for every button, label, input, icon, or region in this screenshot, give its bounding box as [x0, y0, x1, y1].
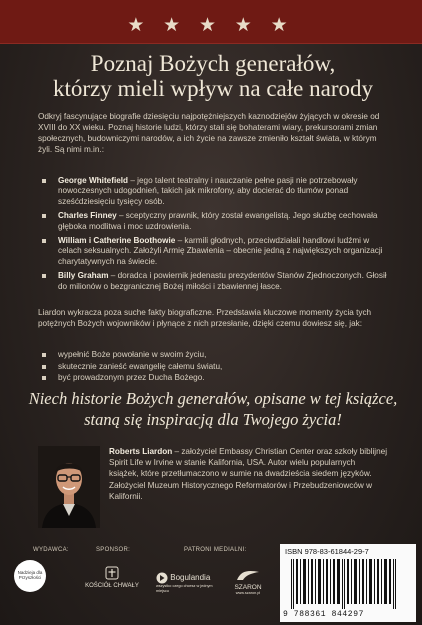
publisher-label: WYDAWCA:	[33, 547, 69, 553]
sponsor-logo	[82, 565, 142, 597]
list-item	[40, 211, 392, 232]
author-photo	[38, 446, 100, 528]
outcome-text: skutecznie zanieść ewangelię całemu światu,	[58, 361, 223, 371]
headline	[18, 51, 408, 101]
outcome-text: być prowadzonym przez Ducha Bożego.	[58, 373, 205, 383]
person-desc: – sceptyczny prawnik, który został ewangelistą. Jego służbę cechowała głęboka modlitwa i moc uzdrowienia.	[58, 211, 378, 231]
person-name: William i Catherine Boothowie	[58, 236, 176, 246]
people-list	[40, 176, 392, 296]
author-bio-text: – założyciel Embassy Christian Center oraz szkoły biblijnej Spirit Life w Irvine w stanie Kalifornia, USA. Autor wielu popularnych książek, które przetłumaczono w sumie na dwadzieścia siedem języków. Założyciel Muzeum Historycznego Reformatorów i Przebudzeniowców w Kalifornii.	[109, 447, 388, 501]
list-item	[40, 271, 392, 292]
bullet-icon	[42, 179, 46, 183]
person-name: George Whitefield	[58, 176, 129, 185]
author-portrait-icon	[38, 446, 100, 528]
quote-line: staną się inspiracją dla Twojego życia!	[84, 410, 342, 429]
barcode-icon	[285, 559, 411, 609]
bullet-icon	[42, 239, 46, 243]
rating-stars	[0, 14, 422, 37]
star-icon: ★	[198, 15, 224, 36]
person-name: Charles Finney	[58, 211, 117, 221]
bullet-icon	[42, 353, 46, 357]
patron-logo-subtext: wszystko czego chcesz w jednym miejscu	[156, 584, 213, 593]
headline-line: którzy mieli wpływ na całe narody	[53, 76, 373, 101]
patron-logo-bogulandia	[156, 572, 222, 596]
quote-line: Niech historie Bożych generałów, opisane w tej książce,	[28, 389, 398, 408]
church-crest-icon	[102, 565, 122, 581]
barcode-digits: 9 788361 844297	[283, 610, 365, 619]
list-item	[40, 372, 380, 384]
patrons-label: PATRONI MEDIALNI:	[184, 547, 247, 553]
list-item	[40, 361, 380, 373]
top-banner	[0, 0, 422, 44]
author-bio	[109, 446, 387, 502]
patron-logo-text: SZARON	[234, 584, 262, 591]
star-icon: ★	[270, 15, 295, 36]
bullet-icon	[42, 214, 46, 218]
person-desc: – karmili głodnych, przeciwdziałali handlowi ludźmi w celach seksualnych. Założyli Armię Zbawienia – obecnie jedną z największych organizacji charytatywnych na świecie.	[58, 236, 383, 266]
patron-logo-szaron	[228, 568, 268, 596]
publisher-logo-text: Nadzieja dla Przyszłości	[17, 570, 43, 580]
list-item	[40, 349, 380, 361]
star-icon: ★	[127, 15, 152, 36]
star-icon: ★	[163, 15, 188, 36]
star-icon: ★	[234, 15, 259, 36]
patron-logo-text: Bogulandia	[170, 573, 211, 583]
author-name: Roberts Liardon	[109, 447, 173, 456]
summary-paragraph: Liardon wykracza poza suche fakty biograficzne. Przedstawia kluczowe momenty życia tych potężnych Bożych wojowników i płynące z nich przesłanie, dzięki czemu dowiesz się, jak:	[38, 308, 372, 329]
isbn-text: ISBN 978-83-61844-29-7	[285, 547, 369, 556]
publisher-logo	[14, 560, 46, 592]
list-item	[40, 176, 392, 207]
person-desc: – jego talent teatralny i nauczanie pełne pasji nie potrzebowały nowoczesnych udogodnień, takich jak mikrofony, aby docierać do tłumów ponad sześćdziesięciu tysięcy osób.	[58, 176, 358, 206]
bullet-icon	[42, 365, 46, 369]
tagline-quote	[16, 388, 410, 430]
intro-paragraph: Odkryj fascynujące biografie dziesięciu najpotężniejszych kaznodziejów żyjących w okresie od XVIII do XX wieku. Poznaj historie ludzi, którzy stali się bohaterami wiary, prekursorami zmian społecznych, budowniczymi narodów, a ich życie na zawsze zmieniło kształt świata, w którym żyli. Są nimi m.in.:	[38, 112, 380, 155]
isbn-barcode-panel	[280, 544, 416, 622]
szaron-icon	[235, 568, 261, 582]
person-name: Billy Graham	[58, 271, 109, 281]
bullet-icon	[42, 274, 46, 278]
outcomes-list	[40, 349, 380, 384]
outcome-text: wypełnić Boże powołanie w swoim życiu,	[58, 350, 207, 359]
bullet-icon	[42, 376, 46, 380]
person-desc: – doradca i powiernik jedenastu prezydentów Stanów Zjednoczonych. Głosił do milionów o bezgranicznej Bożej miłości i zbawiennej łasce.	[58, 271, 387, 291]
sponsor-logo-text: KOŚCIÓŁ CHWAŁY	[85, 583, 139, 589]
patron-logo-subtext: www.szaron.pl	[235, 591, 261, 595]
headline-line: Poznaj Bożych generałów,	[90, 51, 336, 76]
list-item	[40, 236, 392, 267]
bogulandia-icon	[156, 572, 168, 584]
sponsor-label: SPONSOR:	[96, 547, 131, 553]
